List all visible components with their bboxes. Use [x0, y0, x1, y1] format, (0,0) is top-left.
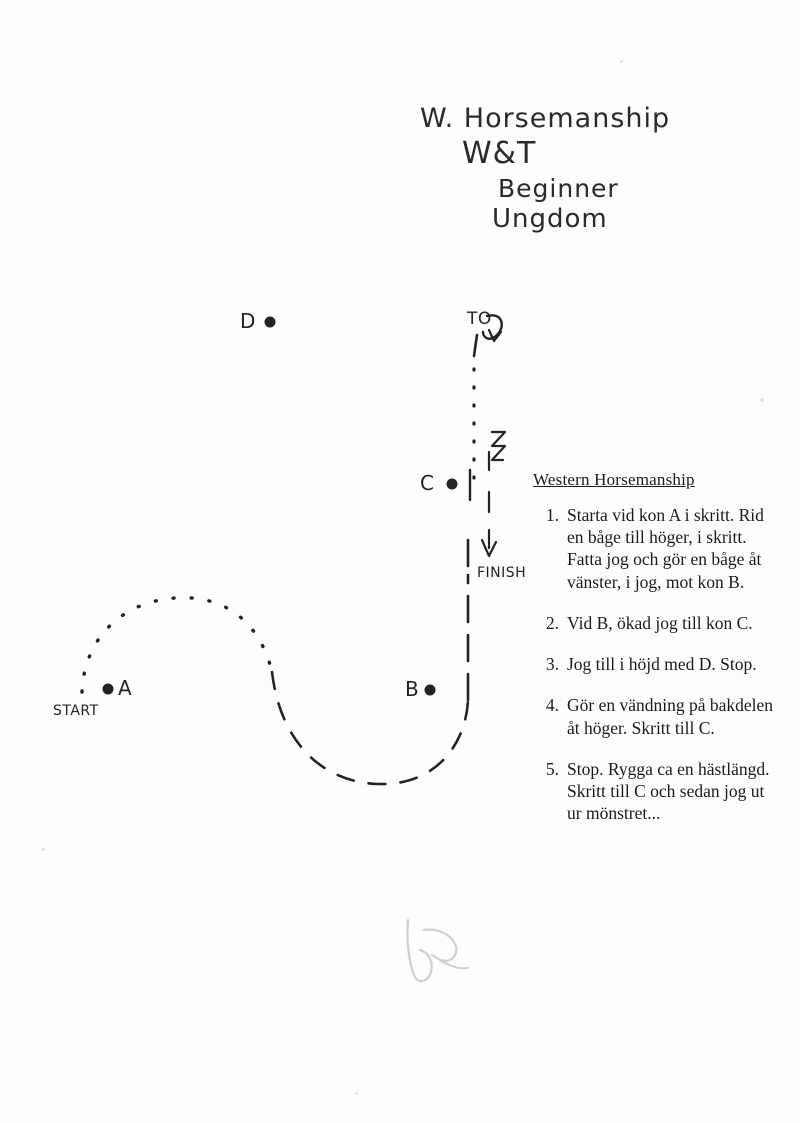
cone-label-d: D: [240, 309, 256, 333]
instruction-item: [533, 653, 783, 675]
instruction-number: 4.: [545, 695, 559, 716]
start-label: START: [53, 703, 99, 719]
cone-label-c: C: [420, 471, 434, 495]
path-stop-top: [474, 335, 477, 356]
cone-dot-a: [103, 684, 114, 695]
instruction-item: [533, 758, 783, 825]
cone-dot-d: [265, 317, 276, 328]
instruction-number: 1.: [545, 505, 559, 525]
instruction-item: [533, 504, 783, 593]
instructions-list: [533, 504, 783, 824]
instruction-number: 5.: [545, 758, 559, 779]
finish-label: FINISH: [477, 565, 527, 581]
cone-dot-c: [447, 479, 458, 490]
instruction-text: Vid B, ökad jog till kon C.: [567, 612, 753, 633]
instructions-heading: Western Horsemanship: [533, 470, 695, 489]
title-line-1: W. Horsemanship: [420, 103, 671, 134]
scan-speck: [760, 398, 764, 402]
scan-speck: [620, 60, 623, 63]
instruction-item: [533, 612, 783, 634]
path-walk-arc-right: [82, 598, 272, 692]
scan-speck: [355, 1092, 358, 1095]
scan-speck: [42, 848, 45, 851]
title-line-3: Beginner: [498, 173, 619, 203]
instructions-panel: [533, 470, 783, 843]
turn-label: TO: [467, 309, 492, 329]
back-up-zigzag-mark: [492, 432, 505, 460]
cone-dot-b: [425, 685, 436, 696]
cone-label-a: A: [118, 676, 132, 700]
path-jog-arc-left: [272, 672, 468, 784]
instruction-item: [533, 694, 783, 738]
instruction-text: Starta vid kon A i skritt. Rid en båge till höger, i skritt. Fatta jog och gör en båge åt vänster, i jog, mot kon B.: [567, 505, 764, 592]
signature-scribble: [407, 920, 468, 981]
instruction-text: Gör en vändning på bakdelen åt höger. Skritt till C.: [567, 695, 774, 738]
instruction-number: 2.: [545, 612, 559, 633]
cone-label-b: B: [405, 677, 419, 701]
instruction-text: Jog till i höjd med D. Stop.: [567, 654, 757, 675]
instruction-number: 3.: [545, 654, 559, 675]
instruction-text: Stop. Rygga ca en hästlängd. Skritt till C och sedan jog ut ur mönstret...: [567, 758, 770, 824]
title-line-2: W&T: [462, 136, 537, 172]
title-line-4: Ungdom: [492, 204, 608, 235]
